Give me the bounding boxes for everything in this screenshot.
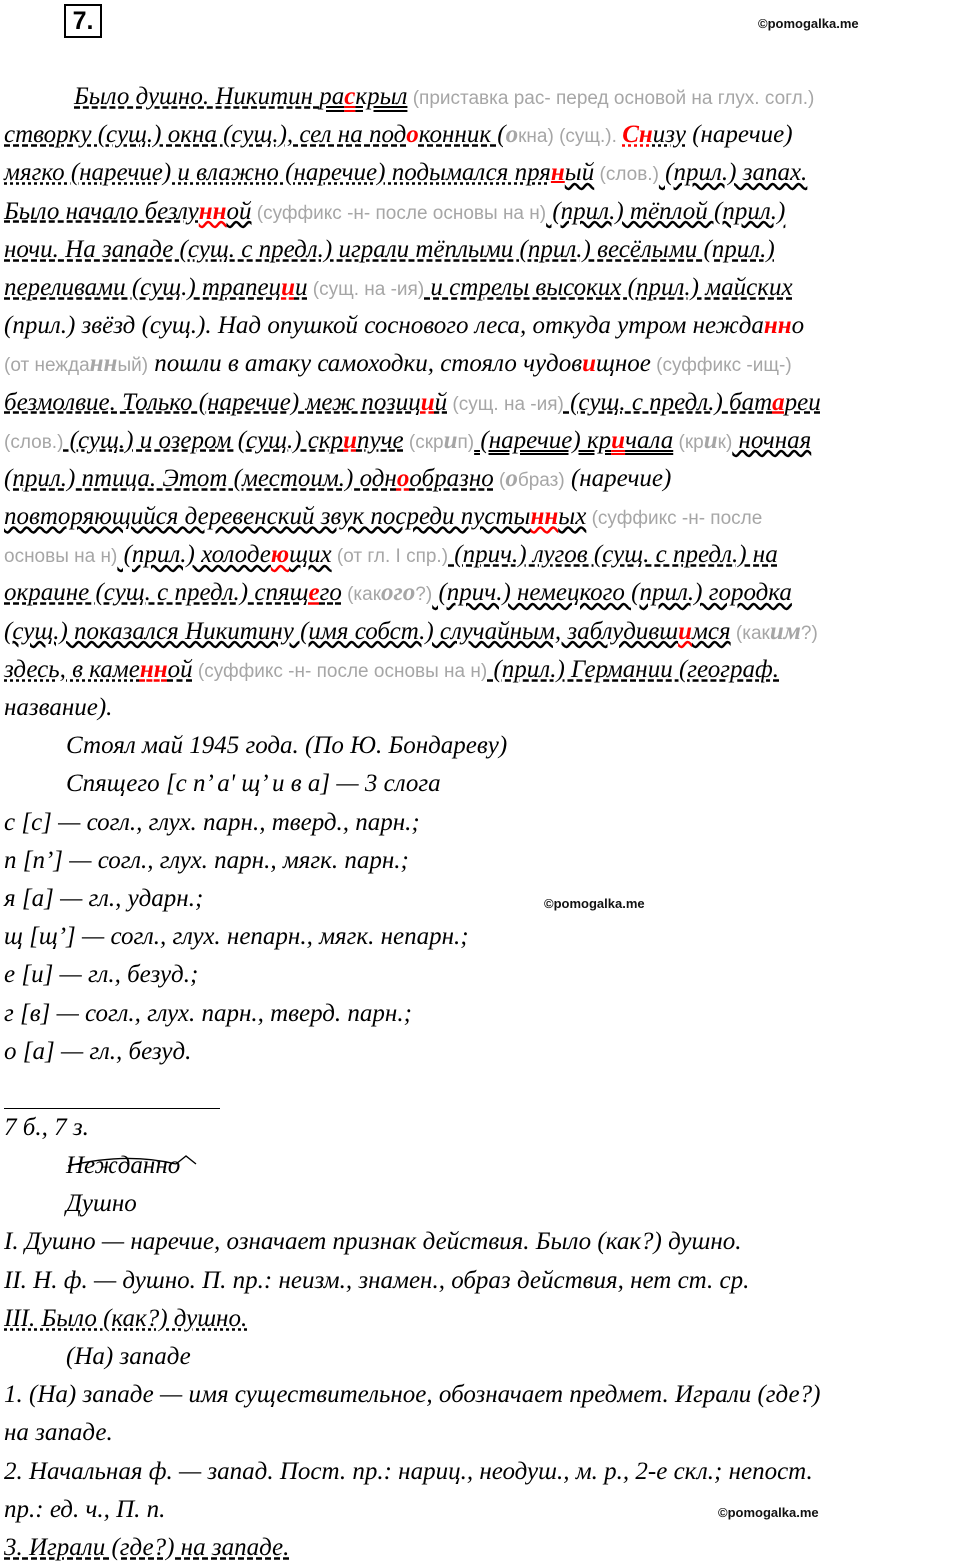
text-line: Нежданно [66, 1152, 181, 1180]
text-line: Было душно. Никитин раскрыл (приставка рас- перед основой на глух. согл.) [74, 83, 815, 110]
text-line: г [в] — согл., глух. парн., тверд. парн.; [4, 999, 412, 1027]
text-line: I. Душно — наречие, означает признак действия. Было (как?) душно. [4, 1228, 742, 1256]
text-line: безмолвие. Только (наречие) меж позиций (сущ. на -ия) (сущ. с предл.) батареи [4, 388, 821, 416]
text-line: II. Н. ф. — душно. П. пр.: неизм., знамен., образ действия, нет ст. ср. [4, 1266, 750, 1294]
text-line: мягко (наречие) и влажно (наречие) подымался пряный (слов.) (прил.) запах. [4, 159, 808, 187]
text-line: основы на н) (прил.) холодеющих (от гл. I спр.) (прич.) лугов (сущ. с предл.) на [4, 541, 778, 569]
text-line: 7 б., 7 з. [4, 1113, 89, 1141]
text-line: (На) западе [66, 1343, 191, 1370]
text-line: (от нежданный) пошли в атаку самоходки, стояло чудовищное (суффикс -ищ-) [4, 350, 792, 378]
watermark: ©pomogalka.me [544, 896, 645, 911]
footnote-divider [4, 1108, 220, 1109]
text-line: повторяющийся деревенский звук посреди пустынных (суффикс -н- после [4, 503, 763, 531]
task-number: 7. [64, 4, 102, 38]
text-line: я [а] — гл., ударн.; [4, 884, 204, 912]
text-line: (прил.) птица. Этот (местоим.) однообразно (образ) (наречие) [4, 464, 672, 492]
morpheme-arc-icon [66, 1152, 206, 1168]
text-line: ночи. На западе (сущ. с предл.) играли тёплыми (прил.) весёлыми (прил.) [4, 235, 775, 263]
watermark: ©pomogalka.me [758, 16, 859, 31]
text-line: п [п’] — согл., глух. парн., мягк. парн.; [4, 846, 409, 874]
text-line: с [с] — согл., глух. парн., тверд., парн.; [4, 808, 420, 836]
text-line: 2. Начальная ф. — запад. Пост. пр.: нариц., неодуш., м. р., 2-е скл.; непост. [4, 1457, 813, 1485]
watermark: ©pomogalka.me [718, 1505, 819, 1520]
text-line: Спящего [с п’ а' щ’ и в а] — 3 слога [66, 770, 441, 798]
text-line: переливами (сущ.) трапеции (сущ. на -ия) и стрелы высоких (прил.) майских [4, 273, 793, 301]
text-line: Было начало безлунной (суффикс -н- после основы на н) (прил.) тёплой (прил.) [4, 197, 786, 225]
text-line: е [и] — гл., безуд.; [4, 961, 199, 989]
text-line: (прил.) звёзд (сущ.). Над опушкой соснового леса, откуда утром нежданно [4, 312, 805, 340]
text-line: на западе. [4, 1419, 113, 1447]
text-line: 3. Играли (где?) на западе. [4, 1533, 290, 1561]
text-line: Стоял май 1945 года. (По Ю. Бондареву) [66, 732, 508, 760]
text-line: 1. (На) западе — имя существительное, обозначает предмет. Играли (где?) [4, 1381, 821, 1409]
text-line: щ [щ’] — согл., глух. непарн., мягк. непарн.; [4, 923, 469, 951]
text-line: Душно [66, 1190, 137, 1218]
text-line: створку (сущ.) окна (сущ.), сел на подоконник (окна) (сущ.). Снизу (наречие) [4, 121, 793, 149]
text-line: о [а] — гл., безуд. [4, 1037, 192, 1065]
exercise-text [4, 78, 954, 1567]
text-line: название). [4, 694, 113, 721]
text-line: пр.: ед. ч., П. п. [4, 1495, 166, 1523]
text-line: окраине (сущ. с предл.) спящего (какого?) (прич.) немецкого (прил.) городка [4, 579, 792, 607]
text-line: (сущ.) показался Никитину (имя собст.) случайным, заблудившимся (каким?) [4, 617, 818, 645]
text-line: III. Было (как?) душно. [4, 1304, 248, 1332]
text-line: (слов.) (сущ.) и озером (сущ.) скрипуче (скрип) (наречие) кричала (крик) ночная [4, 426, 812, 454]
text-line: здесь, в каменной (суффикс -н- после основы на н) (прил.) Германии (географ. [4, 655, 780, 683]
